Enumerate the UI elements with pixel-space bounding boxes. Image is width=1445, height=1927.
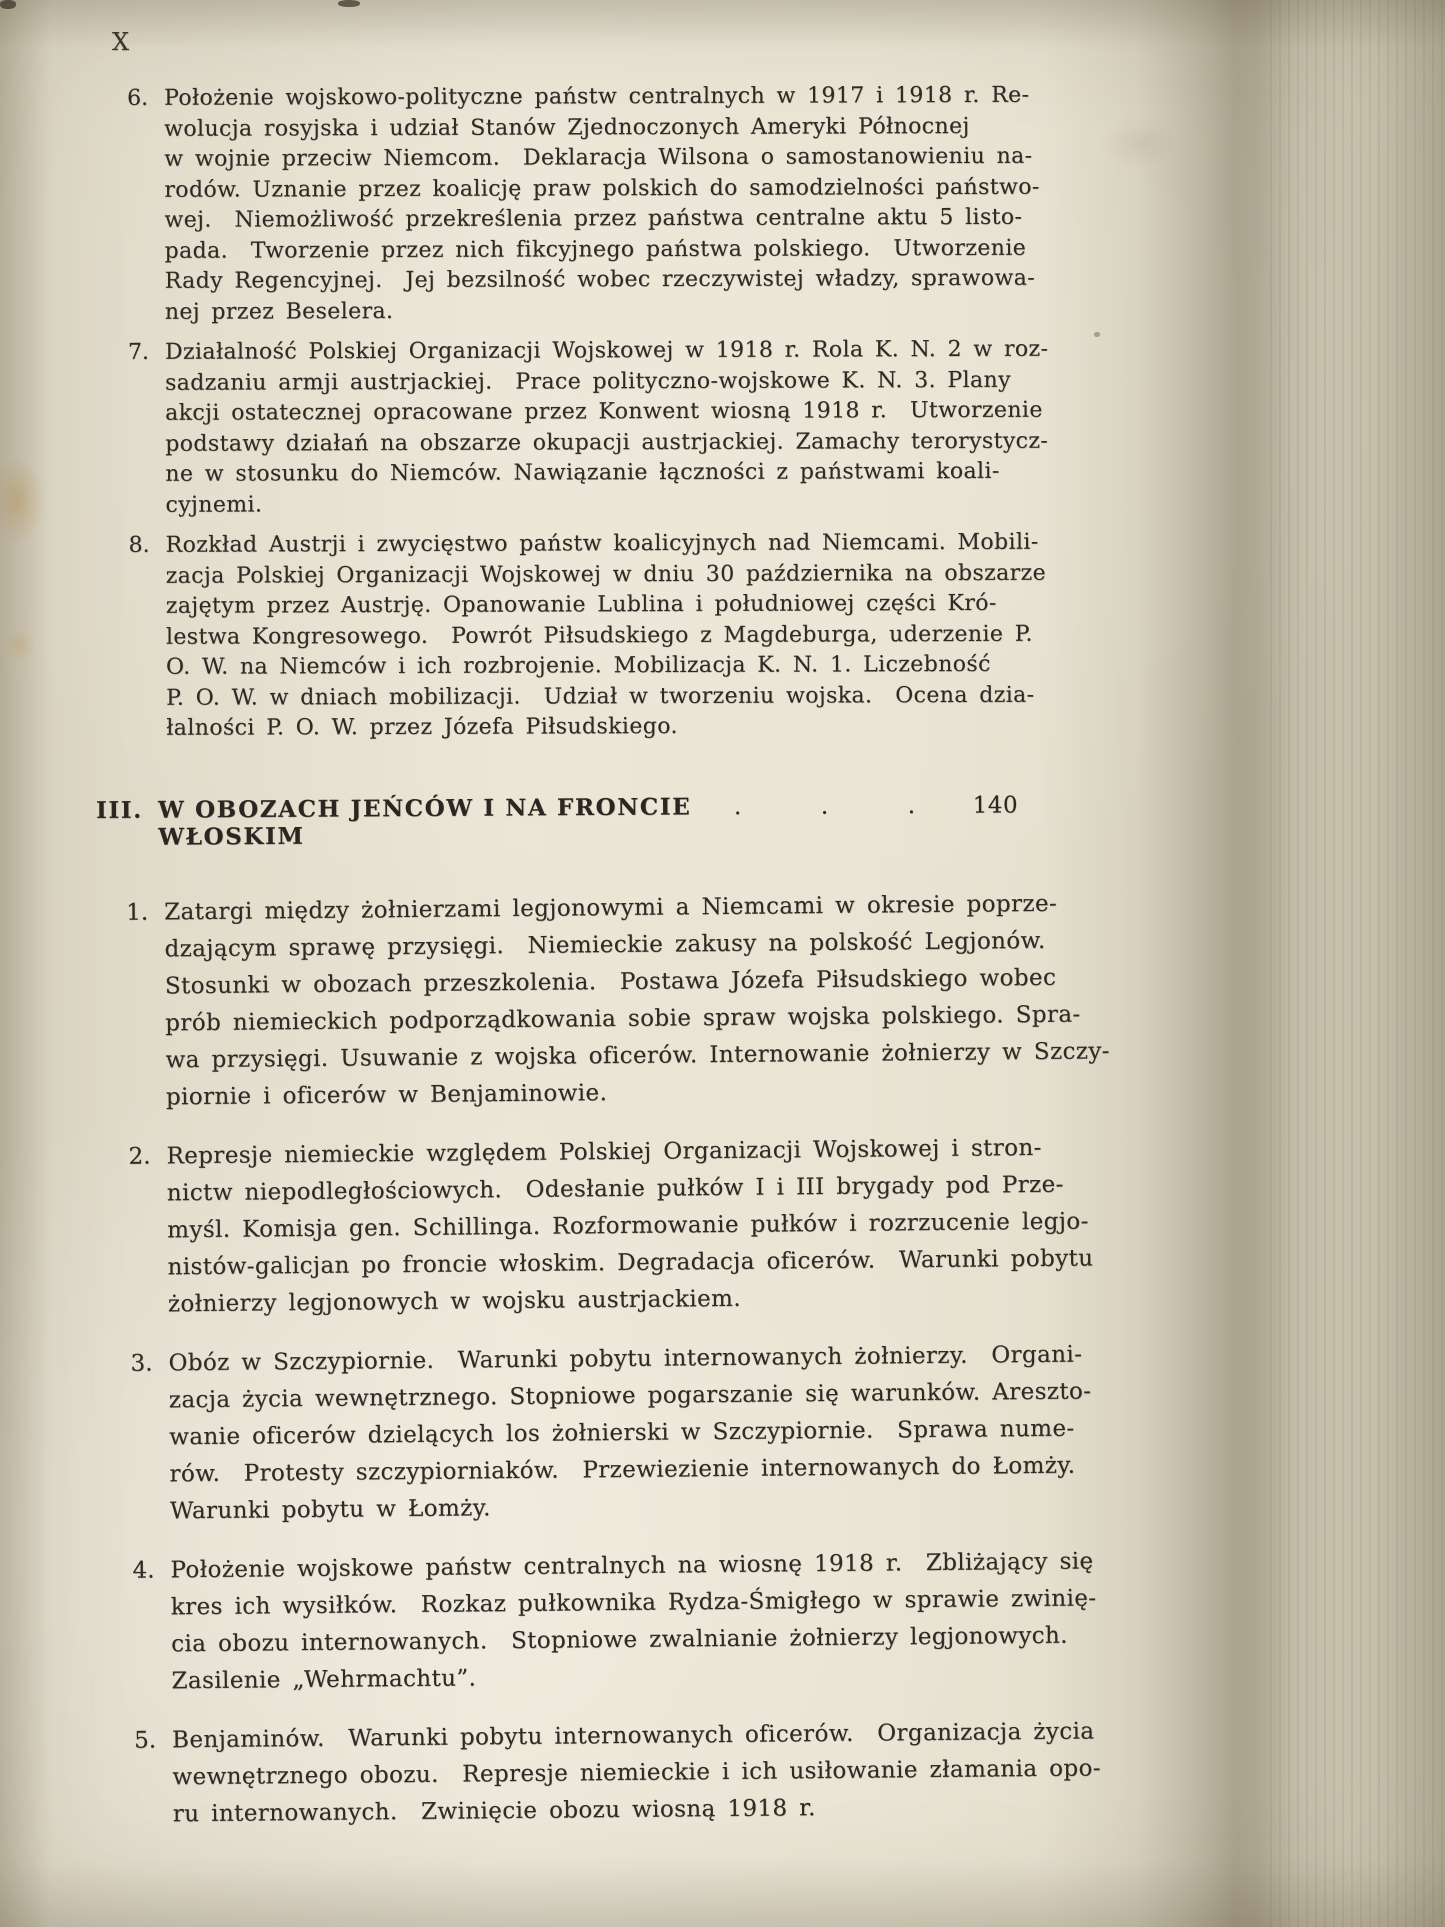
toc-item-text: Benjaminów. Warunki pobytu internowanych oficerów. Organizacja życia wewnętrznego obozu. Represje niemieckie i ich usiłowanie złamania opo- ru internowanych. Zwinięcie obozu wiosną 1918 r. [171,1717,1102,1827]
toc-item-text: Działalność Polskiej Organizacji Wojskowej w 1918 r. Rola K. N. 2 w roz- sadzaniu armji austrjackiej. Prace polityczno-wojskowe K. N. 3. Plany akcji ostatecznej opracowane przez Konwent wiosną 1918 r. Utworzenie podstawy działań na obszarze okupacji austrjackiej. Zamachy terorystycz- ne w stosunku do Niemców. Nawiązanie łączności z państwami koali- cyjnemi. [164,336,1049,518]
toc-item [96,80,1127,328]
chapter-numeral: III. [96,796,143,824]
toc-item-number: 3. [130,1349,153,1377]
toc-item [98,1129,1130,1324]
toc-item-number: 1. [126,899,149,926]
dot: . [733,793,743,820]
toc-list-before-heading [96,80,1128,744]
dot: . [907,792,917,819]
toc-item [100,1336,1132,1531]
paper-speck [0,0,16,9]
chapter-page-number: 140 [972,791,1019,819]
toc-item [102,1543,1133,1701]
binding-shadow [1137,0,1297,1927]
dot: . [820,793,830,820]
toc-item-text: Położenie wojskowo-polityczne państw centralnych w 1917 i 1918 r. Re- wolucja rosyjska i udział Stanów Zjednoczonych Ameryki Północnej w wojnie przeciw Niemcom. Deklaracja Wilsona o samostanowieniu na- rodów. Uznanie przez koalicję praw polskich do samodzielności państwo- wej. Niemożliwość przekreślenia przez państwa centralne aktu 5 listo- pada. Tworzenie przez nich fikcyjnego państwa polskiego. Utworzenie Rady Regencyjnej. Jej bezsilność wobec rzeczywistej władzy, sprawowa- nej przez Beselera. [164,82,1040,325]
toc-item-text: Rozkład Austrji i zwycięstwo państw koalicyjnych nad Niemcami. Mobili- zacja Polskiej Organizacji Wojskowej w dniu 30 października na obszarze zajętym przez Austrję. Opanowanie Lublina i południowej części Kró- lestwa Kongresowego. Powrót Piłsudskiego z Magdeburga, uderzenie P. O. W. na Niemców i ich rozbrojenie. Mobilizacja K. N. 1. Liczebność P. O. W. w dniach mobilizacji. Udział w tworzeniu wojska. Ocena dzia- łalności P. O. W. przez Józefa Piłsudskiego. [165,529,1047,741]
toc-item-number: 8. [128,532,150,558]
paper-speck [338,0,360,7]
toc-item [97,334,1128,521]
stain [0,438,56,562]
toc-item [98,527,1129,744]
chapter-heading [96,791,1018,851]
toc-item-text: Represje niemieckie względem Polskiej Organizacji Wojskowej i stron- nictw niepodległościowych. Odesłanie pułków I i III brygady pod Prze- myśl. Komisja gen. Schillinga. Rozformowanie pułków i rozrzucenie legjo- nistów-galicjan po froncie włoskim. Degradacja oficerów. Warunki pobytu żołnierzy legjonowych w wojsku austrjackiem. [166,1134,1094,1317]
toc-item-text: Zatargi między żołnierzami legjonowymi a Niemcami w okresie poprze- dzającym sprawę przysięgi. Niemieckie zakusy na polskość Legjonów. Stosunki w obozach przeszkolenia. Postawa Józefa Piłsudskiego wobec prób niemieckich podporządkowania sobie spraw wojska polskiego. Spra- wa przysięgi. Usuwanie z wojska oficerów. Internowanie żołnierzy w Szczy- piornie i oficerów w Benjaminowie. [164,890,1111,1110]
toc-item-number: 4. [132,1556,155,1584]
dot-leader [734,792,917,819]
toc-item [96,885,1128,1117]
toc-item-number: 6. [127,85,149,111]
toc-item-number: 5. [134,1726,157,1754]
toc-item-number: 2. [128,1142,151,1170]
running-head: X [112,28,130,56]
stain [0,622,40,668]
toc-item-number: 7. [127,339,149,365]
chapter-title: W OBOZACH JEŃCÓW I NA FRONCIE WŁOSKIM [157,792,692,851]
page-edge-texture [1270,0,1445,1927]
toc-item [104,1713,1135,1834]
toc-page-content [96,84,1126,1856]
toc-item-text: Położenie wojskowe państw centralnych na wiosnę 1918 r. Zbliżający się kres ich wysiłków. Rozkaz pułkownika Rydza-Śmigłego w sprawie zwinię- cia obozu internowanych. Stopniowe zwalnianie żołnierzy legjonowych. Zasilenie „Wehrmachtu”. [170,1547,1097,1694]
toc-item-text: Obóz w Szczypiornie. Warunki pobytu internowanych żołnierzy. Organi- zacja życia wewnętrznego. Stopniowe pogarszanie się warunków. Areszto- wanie oficerów dzielących los żołnierski w Szczypiornie. Sprawa nume- rów. Protesty szczypiorniaków. Przewiezienie internowanych do Łomży. Warunki pobytu w Łomży. [168,1341,1092,1524]
toc-list-after-heading [96,885,1135,1834]
